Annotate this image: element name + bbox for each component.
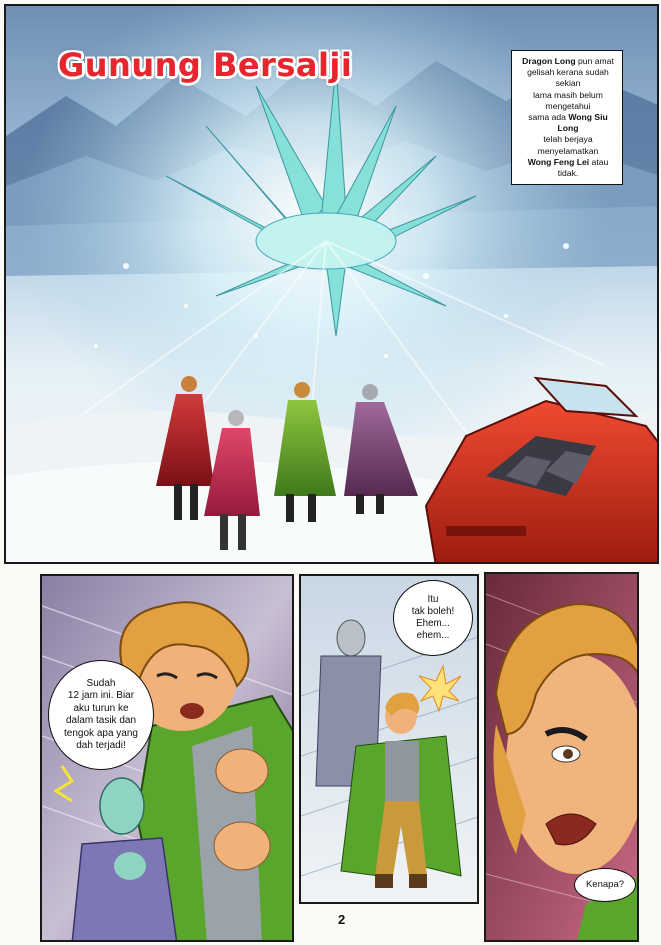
speech-bubble-text [412, 594, 454, 642]
page-number: 2 [338, 912, 346, 927]
panel-4-face-closeup [484, 572, 639, 942]
bubble-line: Itu [427, 594, 439, 605]
caption-text: gelisah kerana sudah sekian [527, 67, 609, 89]
panel-1-snowy-mountain [4, 4, 659, 564]
caption-name-wong-feng-lei: Wong Feng Lei [527, 156, 590, 167]
panel-title: Gunung Bersalji [58, 46, 353, 84]
bubble-line: tengok apa yang [64, 727, 138, 739]
bubble-line: Kenapa? [585, 878, 625, 890]
caption-text: atau tidak. [557, 156, 609, 179]
speech-bubble-itu-tak-boleh [393, 580, 473, 656]
panel-3-running-scene [299, 574, 479, 904]
speech-bubble-sudah [48, 660, 154, 770]
bubble-line: dalam tasik dan [65, 715, 137, 726]
caption-text: telah berjaya menyelamatkan [537, 134, 599, 156]
bubble-line: dah terjadi! [76, 740, 126, 751]
bubble-line: ehem... [416, 630, 450, 641]
caption-text: lama masih belum mengetahui [533, 89, 603, 111]
bubble-line: Ehem... [416, 618, 450, 629]
narration-caption [511, 50, 623, 185]
speech-bubble-kenapa [574, 868, 636, 902]
caption-name-dragon-long: Dragon Long [522, 56, 576, 66]
bubble-line: 12 jam ini. Biar [67, 690, 135, 701]
bubble-line: tak boleh! [411, 606, 455, 617]
caption-text: pun amat [575, 56, 614, 66]
panel-2-green-jacket-man [40, 574, 294, 942]
speech-bubble-text [64, 678, 138, 753]
caption-name-wong-siu-long: Wong Siu Long [557, 112, 608, 134]
caption-text: sama ada [528, 112, 569, 123]
bubble-line: Sudah [86, 677, 116, 689]
bubble-line: aku turun ke [73, 702, 129, 714]
